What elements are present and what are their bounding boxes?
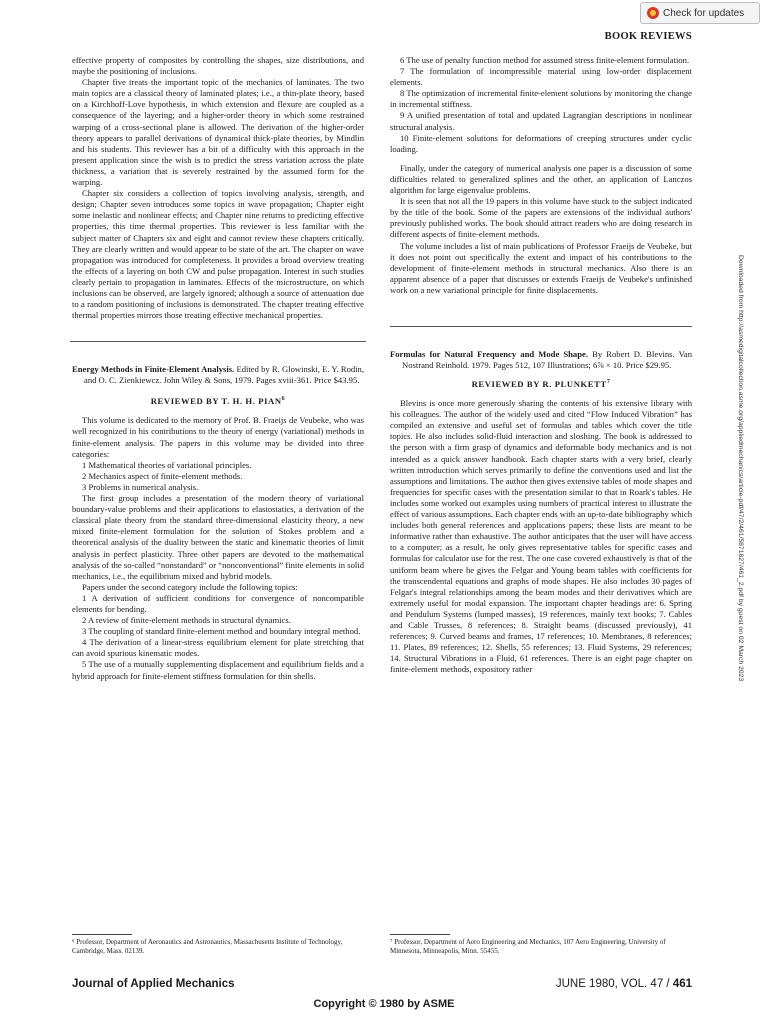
footnote-mark: 6 [281,396,286,403]
list-item: 3 Problems in numerical analysis. [82,481,199,492]
copyright-notice: Copyright © 1980 by ASME [313,998,455,1010]
section-divider [390,326,692,327]
running-head: BOOK REVIEWS [604,31,692,42]
footnote-mark: 7 [606,379,611,386]
paragraph: This volume is dedicated to the memory of Prof. B. Fraeijs de Veubeke, who was well recognized in his contributions to the theory of energy (variational) methods in finite-element analysis. The papers in this volume may be divided into three categories: [72,415,364,459]
paragraph: The first group includes a presentation of the modern theory of variational boundary-value problems and their applications to elastostatics, a derivation of the classical plate theory from the standard three-dimensional elasticity theory, a new mixed finite-element formulation for the solution of Stokes problem and a theoretical analysis of the duality between the static and kinematic theories of limit analysis in perfect plasticity. Three other papers are devoted to the mathematical analysis of the so-called “nonstandard” or “nonconventional” finite elements in solid mechanics, i.e., the equilibrium mixed and hybrid models. [72,493,364,581]
check-for-updates-button[interactable] [640,2,760,24]
list-item: 1 A derivation of sufficient conditions for convergence of noncompatible elements for bending. [72,592,364,614]
footnote-left: ⁶ Professor, Department of Aeronautics and Astronautics, Massachusetts Institute of Technology, Cambridge, Mass. 02139. [72,938,343,955]
journal-name: Journal of Applied Mechanics [72,978,235,990]
list-item: 3 The coupling of standard finite-element method and boundary integral method. [82,626,361,637]
footnote-rule [72,934,132,935]
check-for-updates-label: Check for updates [663,7,745,19]
right-column [390,55,692,675]
reviewer-name: REVIEWED BY T. H. H. PIAN [150,396,282,407]
paragraph: effective property of composites by controlling the shapes, size distributions, and maybe the positioning of inclusions. [72,55,364,77]
paragraph: Chapter five treats the important topic of the mechanics of laminates. The two main topics are a classical theory of laminated plates; i.e., a thin-plate theory, based on a Kirchhoff-Love hypothesis, in which extension and flexure are coupled as a consequence of the layering; and a higher-order theory in which some restrained warping of a cross-sectional plane is allowed. The derivation of the higher-order theory appears to parallel derivations of dynamical thick-plate theories, by Mindlin and his students. This reviewer has a bit of a difficulty with this approach in the present application since the wish is to predict the stress variation across the plate thickness, a variation that is severely restrained by the assumed form for the warping. [72,77,364,188]
paragraph: Blevins is once more generously sharing the contents of his extensive library with his colleagues. The author of the widely used and cited “Flow Induced Vibration” has compiled an extensive and useful set of formulas and tables which cover the title topics. He also includes solid-fluid interaction and sloshing. The book is addressed to the person with a firm grasp of dynamics and deformable body mechanics and is not intended as a quick answer handbook. Each chapter starts with a very brief, clearly written introduction which serves primarily to define the conventions used and list the assumptions and limitations. The author then gives extensive tables of mode shapes and frequencies for specific cases with the presentation similar to that in Roark's tables. He includes some worked out examples using numbers of practical interest to illustrate the effect of various assumptions. Each chapter ends with an up-to-date bibliography which includes both general references and applications papers; these lists are meant to be informative rather than exhaustive. The author anticipates that the user will have access to a computer; as a result, he only gives representative tables for specific cases and formulas for calculator use for the rest. The one case covered exhaustively is that of the uniform beam where he gives the Felgar and Young beam tables with coefficients for the transcendental equations and graphs of mode shapes. He also includes 30 pages of Felgar's integral relationships among the beam modes and their derivatives which are extremely useful for modal expansion. The important chapter headings are: 6. Spring and Pendulum Systems (lumped masses), 19 references, mainly text books; 7. Cables and Cable Trusses, 8 references; 8. Straight beams (discussed previously), 41 references; 9. Curved beams and frames, 17 references; 10. Membranes, 8 references; 11. Plates, 89 references; 12. Shells, 55 references; 13. Fluid Systems, 29 references; 14. Structural Vibrations in a Fluid, 61 references. There is an eight page chapter on finite-element methods, expository rather [390,398,692,675]
list-item: 4 The derivation of a linear-stress equilibrium element for plate stretching that can avoid spurious kinematic modes. [72,637,364,659]
list-item: 2 Mechanics aspect of finite-element methods. [82,470,243,481]
list-item: 10 Finite-element solutions for deformations of creeping structures under cyclic loading. [390,132,692,154]
paragraph: The volume includes a list of main publications of Professor Fraeijs de Veubeke, but it does not point out specifically the extent and impact of his contributions to the development of finite-element methods in structural mechanics. Also there is an apparent absence of a paper that discusses or extends Fraeijs de Veubeke's unfinished work on a new variational principle for finite displacements. [390,240,692,295]
paragraph: Chapter six considers a collection of topics involving analysis, strength, and design; Chapter seven introduces some topics in wave propagation; Chapter eight some inelastic and nonlinear effects; and Chapter nine returns to predicting effective properties, this time thermal properties. This reviewer is less familiar with the subject matter of Chapters six and eight and cannot review these chapters critically. They are clearly written and would appear to be state of the art. The chapter on wave propagation was introduced for completeness. It provides a broad overview treating the effects of a layering on both CW and pulse propagation. Interest in such studies clearly pertain to propagation in laminates. Effects of the microstructure, on which inclusions can be observed, are largely ignored; although a source of attenuation due to a random positioning of inclusions is demonstrated. The chapter treating effective thermal properties mirrors those treating effective mechanical properties. [72,188,364,321]
book-title: Formulas for Natural Frequency and Mode Shape. [390,348,588,359]
left-column [72,55,364,682]
reviewer-byline [72,394,364,407]
footnote-right: ⁷ Professor, Department of Aero Engineering and Mechanics, 107 Aero Engineering, University of Minnesota, Minneapolis, Minn. 55455. [390,938,666,955]
book-details: Edited by R. Glowinski, E. Y. Rodin, and O. C. Zienkiewcz. John Wiley & Sons, 1979. Pages xviii-361. Price $43.95. [84,364,364,386]
page-number: 461 [672,978,692,990]
paragraph: It is seen that not all the 19 papers in this volume have stuck to the subject indicated by the title of the book. Some of the papers are extensions of the individual authors' previously published works. The book should attract readers who are doing research in different aspects of finite-element methods. [390,196,692,240]
list-item: 6 The use of penalty function method for assumed stress finite-element formulation. [400,55,690,65]
list-item: 9 A unified presentation of total and updated Lagrangian descriptions in nonlinear structural analysis. [390,110,692,132]
book-title: Energy Methods in Finite-Element Analysis. [72,364,235,375]
list-item: 2 A review of finite-element methods in structural dynamics. [82,615,291,626]
list-item: 1 Mathematical theories of variational principles. [82,459,252,470]
list-item: 5 The use of a mutually supplementing displacement and equilibrium fields and a hybrid approach for finite-element stiffness formulation for thin shells. [72,659,364,681]
review-heading [72,364,364,386]
crossmark-icon [647,7,659,19]
reviewer-name: REVIEWED BY R. PLUNKETT [471,379,607,390]
download-notice: Downloaded from http://asmedigitalcollection.asme.org/appliedmechanics/article-pdf/47/2/461/5871627/461_2.pdf by guest on 02 March 2023 [737,255,744,682]
list-item: 8 The optimization of incremental finite-element solutions by monitoring the change in incremental stiffness. [390,88,692,110]
issue-date: JUNE 1980, VOL. 47 / [555,978,673,990]
list-item: 7 The formulation of incompressible material using low-order displacement elements. [390,66,692,88]
footnote-rule [390,934,450,935]
book-details: By Robert D. Blevins. Van Nostrand Reinhold. 1979. Pages 512, 107 Illustrations; 6⅞ × 10. Price $29.95. [402,348,692,371]
paragraph: Finally, under the category of numerical analysis one paper is a discussion of some difficulties related to generalized splines and the other, an application of Lanczos algorithm for large eigenvalue problems. [390,162,692,196]
issue-info [556,978,692,990]
reviewer-byline [390,377,692,390]
paragraph: Papers under the second category include the following topics: [82,581,298,592]
section-divider [70,341,366,342]
review-heading [390,349,692,371]
